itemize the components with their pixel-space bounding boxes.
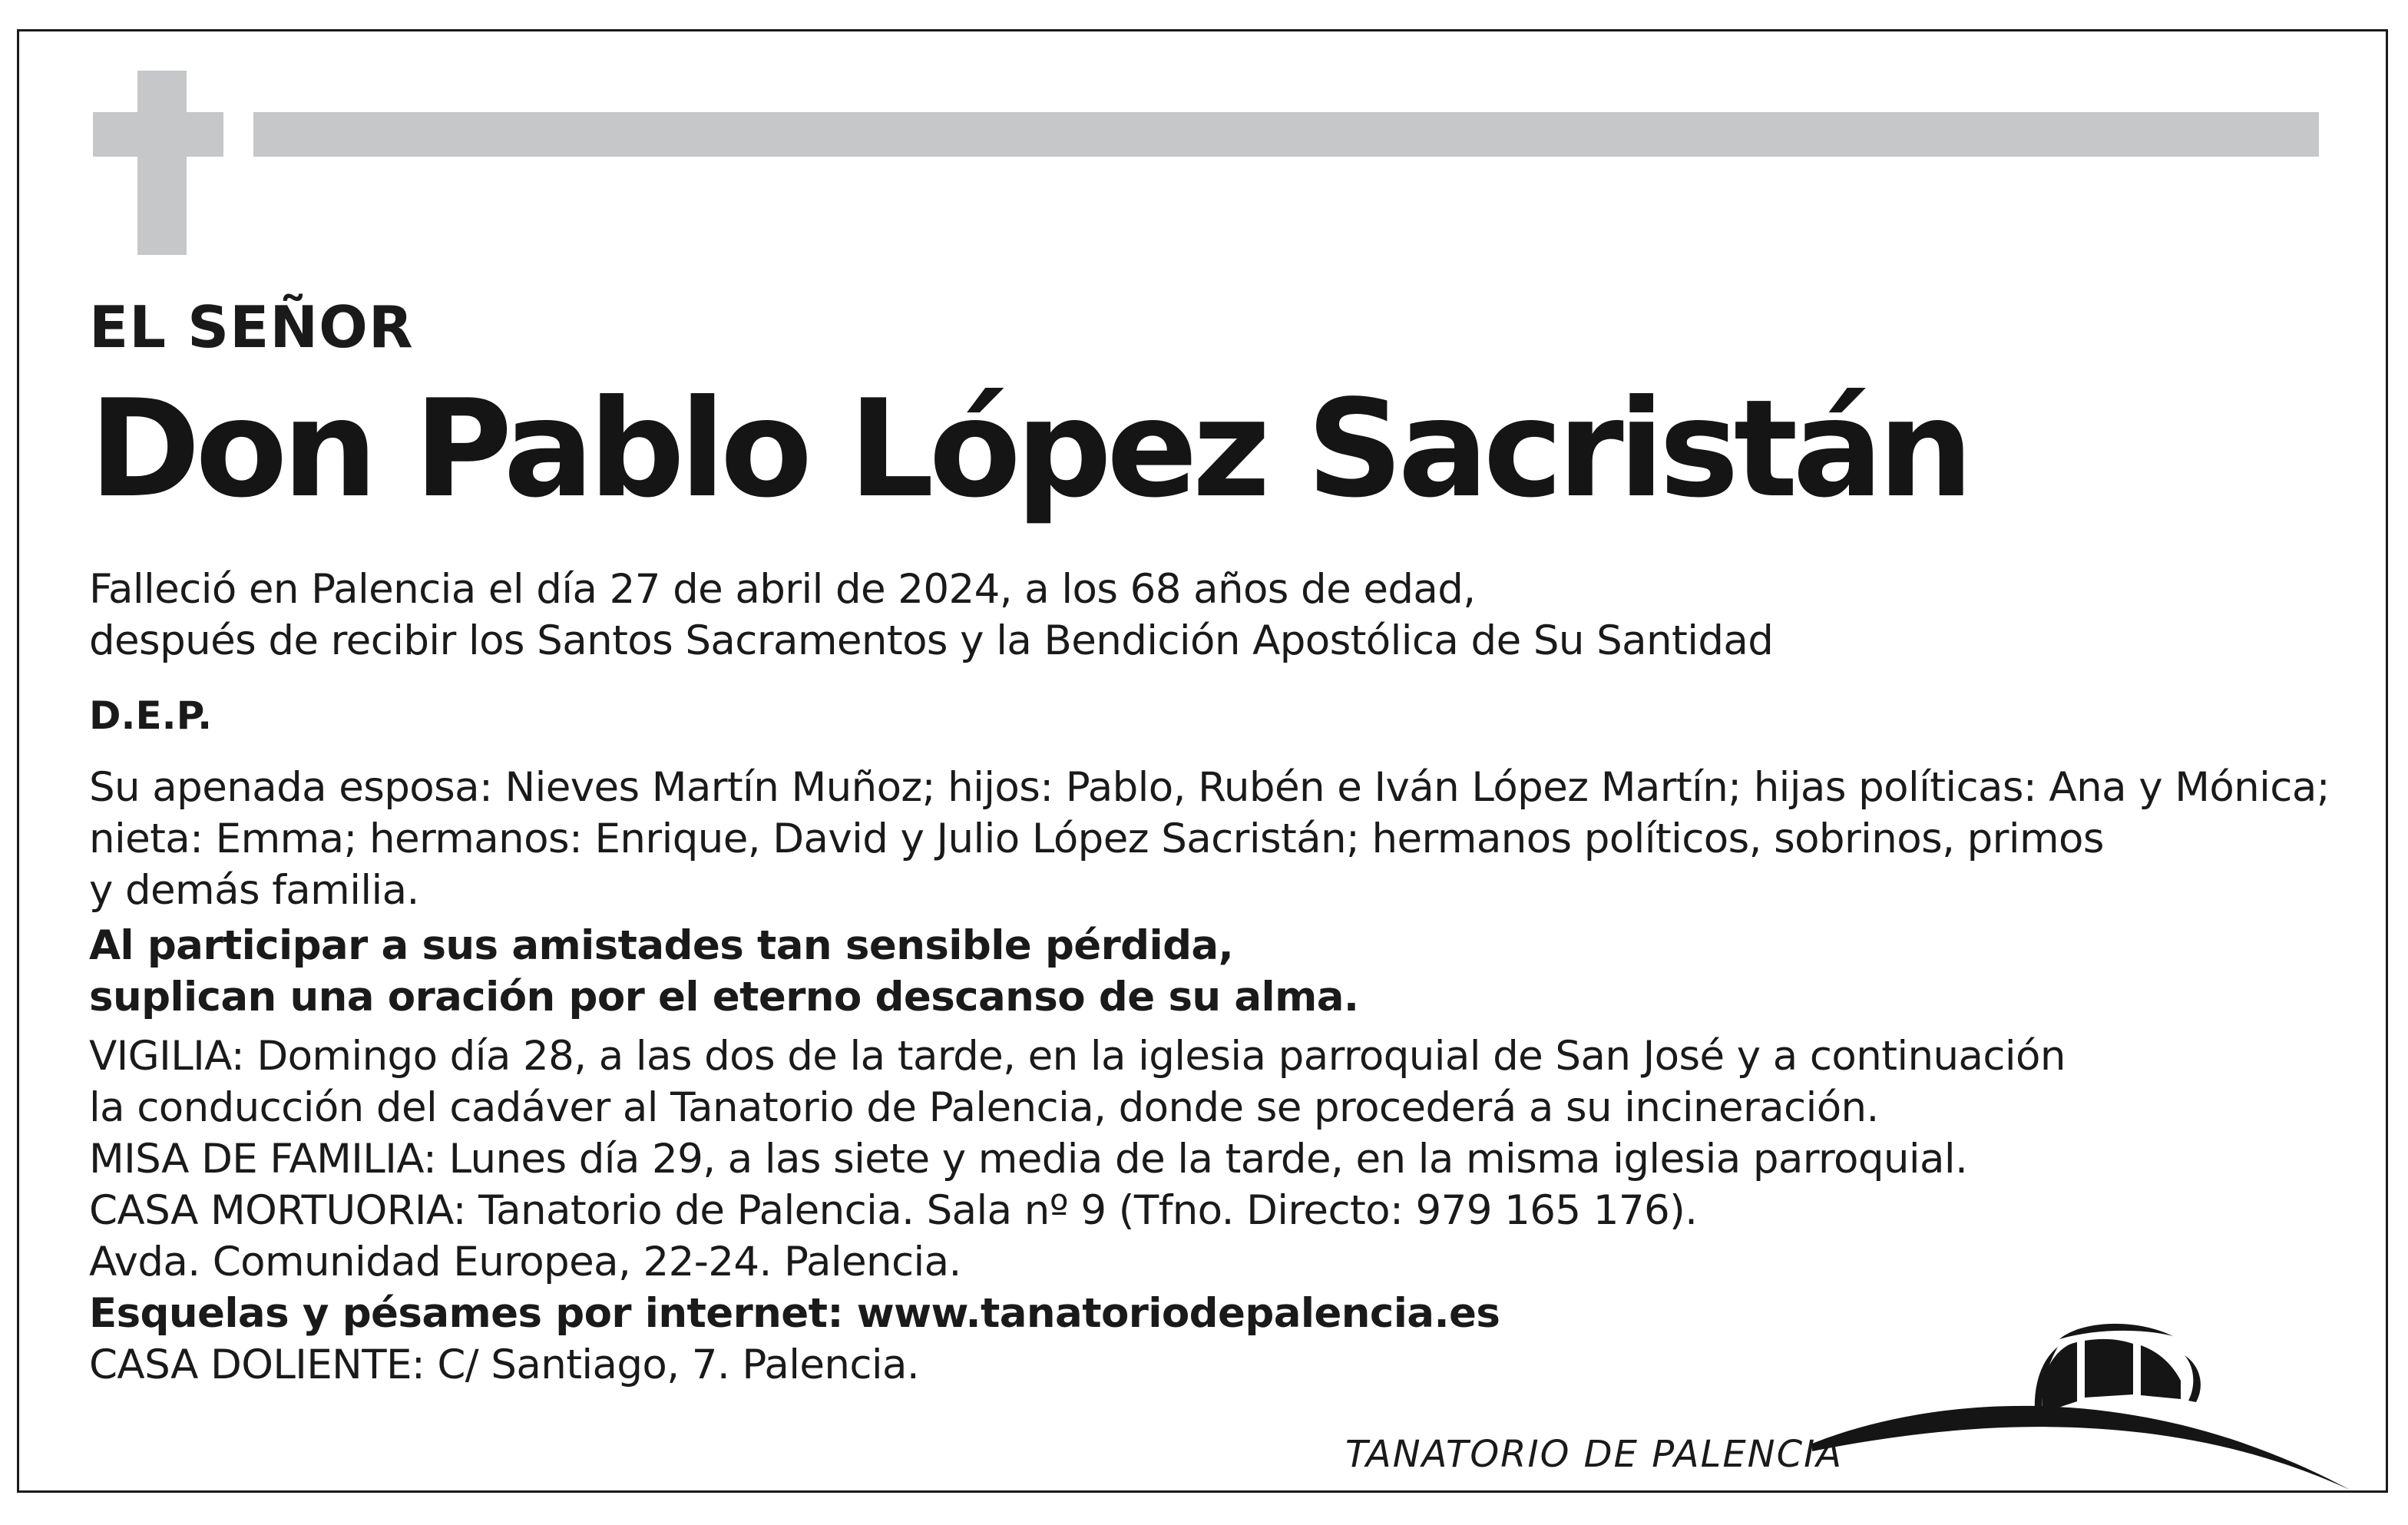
prayer-line: Al participar a sus amistades tan sensible pérdida, [89,922,1234,969]
prayer-line: suplican una oración por el eterno descanso de su alma. [89,974,1359,1021]
family-line: Su apenada esposa: Nieves Martín Muñoz; hijos: Pablo, Rubén e Iván López Martín; hijas políticas: Ana y Mónica; [89,764,2330,811]
title-label: EL SEÑOR [89,293,414,361]
detail-line: la conducción del cadáver al Tanatorio de Palencia, donde se procederá a su incineración. [89,1084,1879,1131]
death-notice-line: Falleció en Palencia el día 27 de abril de 2024, a los 68 años de edad, [89,566,1476,613]
detail-line: Avda. Comunidad Europea, 22-24. Palencia. [89,1239,961,1285]
cross-icon-vertical [137,71,187,255]
header-bar [253,112,2319,157]
death-notice [89,564,1773,667]
detail-line: MISA DE FAMILIA: Lunes día 29, a las siete y media de la tarde, en la misma iglesia parroquial. [89,1136,1968,1183]
family-line: y demás familia. [89,867,419,914]
deceased-name: Don Pablo López Sacristán [89,372,1969,528]
service-details [89,1030,2066,1391]
tanatorio-logo-icon [1812,1321,2350,1490]
detail-line: CASA DOLIENTE: C/ Santiago, 7. Palencia. [89,1341,920,1388]
cross-icon-horizontal [93,112,223,157]
family-line: nieta: Emma; hermanos: Enrique, David y Julio López Sacristán; hermanos políticos, sobrinos, primos [89,815,2104,862]
brand-name: TANATORIO DE PALENCIA [1345,1433,1844,1476]
website-line: Esquelas y pésames por internet: www.tanatoriodepalencia.es [89,1290,1500,1337]
family-list [89,762,2330,916]
death-notice-line: después de recibir los Santos Sacramentos y la Bendición Apostólica de Su Santidad [89,617,1774,664]
detail-line: VIGILIA: Domingo día 28, a las dos de la tarde, en la iglesia parroquial de San José y a continuación [89,1033,2066,1080]
dep-label: D.E.P. [89,693,213,738]
detail-line: CASA MORTUORIA: Tanatorio de Palencia. Sala nº 9 (Tfno. Directo: 979 165 176). [89,1187,1698,1234]
prayer-request [89,920,1358,1023]
